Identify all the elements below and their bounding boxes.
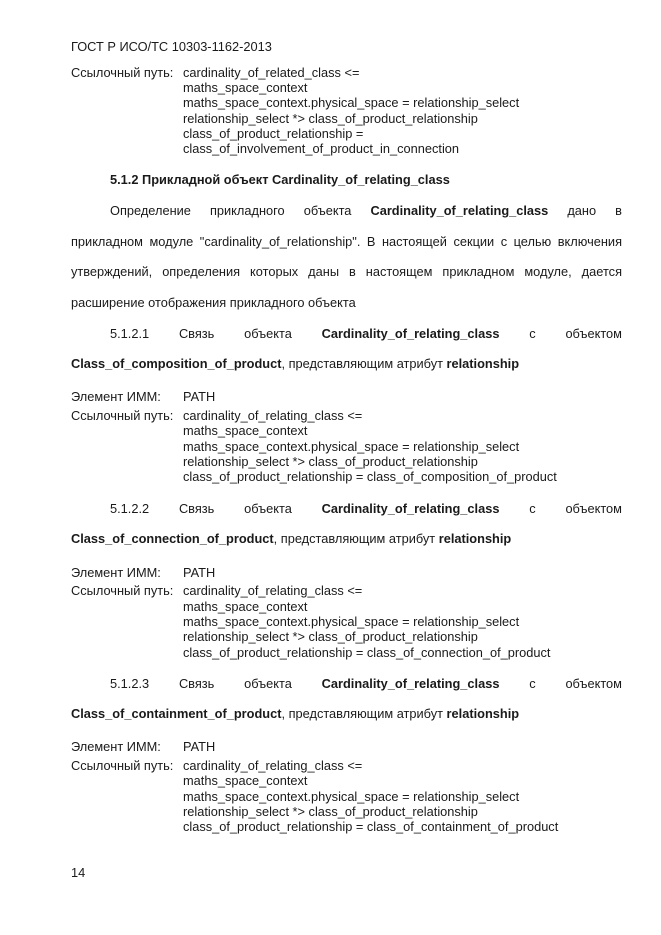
entity-name: Cardinality_of_relating_class: [321, 326, 500, 341]
section-heading: 5.1.2 Прикладной объект Cardinality_of_relating_class: [110, 172, 450, 187]
word: с: [529, 676, 536, 691]
subsection-heading: [110, 326, 622, 341]
imm-element-label: Элемент ИММ:: [71, 565, 161, 580]
path-line: relationship_select *> class_of_product_relationship: [183, 804, 478, 819]
word: Связь: [178, 501, 215, 516]
document-header: ГОСТ Р ИСО/ТС 10303-1162-2013: [71, 39, 272, 54]
ref-path-label: Ссылочный путь:: [71, 583, 174, 598]
subsection-heading: [110, 501, 622, 516]
path-line: maths_space_context.physical_space = relationship_select: [183, 95, 520, 110]
word: объектом: [565, 676, 622, 691]
word: с: [529, 326, 536, 341]
entity-name: Cardinality_of_relating_class: [370, 203, 549, 218]
target-entity: Class_of_connection_of_product: [71, 531, 274, 546]
word: объекта: [244, 326, 292, 341]
path-line: cardinality_of_relating_class <=: [183, 583, 363, 598]
imm-element-value: PATH: [183, 389, 216, 404]
imm-element-label: Элемент ИММ:: [71, 389, 161, 404]
path-line: class_of_product_relationship = class_of_connection_of_product: [183, 645, 551, 660]
word: , представляющим атрибут: [281, 706, 447, 721]
word: с: [529, 501, 536, 516]
subsection-heading-cont: [71, 531, 511, 546]
word: объекта: [244, 501, 292, 516]
path-line: maths_space_context.physical_space = relationship_select: [183, 439, 520, 454]
word: , представляющим атрибут: [273, 531, 439, 546]
imm-element-label: Элемент ИММ:: [71, 739, 161, 754]
path-line: cardinality_of_relating_class <=: [183, 758, 363, 773]
word: объекта: [244, 676, 292, 691]
path-line: maths_space_context: [183, 773, 308, 788]
target-entity: Class_of_composition_of_product: [71, 356, 282, 371]
word: Связь: [178, 676, 215, 691]
word: , представляющим атрибут: [281, 356, 447, 371]
word: Определение: [110, 203, 191, 218]
page-number: 14: [71, 865, 86, 880]
path-line: maths_space_context: [183, 423, 308, 438]
subsection-heading: [110, 676, 622, 691]
word: в: [615, 203, 622, 218]
path-line: relationship_select *> class_of_product_relationship: [183, 629, 478, 644]
attribute-name: relationship: [446, 356, 520, 371]
word: прикладного: [209, 203, 285, 218]
attribute-name: relationship: [438, 531, 512, 546]
paragraph-line: прикладном модуле "cardinality_of_relationship". В настоящей секции с целью включения: [71, 234, 622, 249]
ref-path-label: Ссылочный путь:: [71, 65, 174, 80]
path-line: class_of_product_relationship =: [183, 126, 364, 141]
attribute-name: relationship: [446, 706, 520, 721]
path-line: maths_space_context: [183, 80, 308, 95]
imm-element-value: PATH: [183, 565, 216, 580]
word: объектом: [565, 326, 622, 341]
target-entity: Class_of_containment_of_product: [71, 706, 282, 721]
path-line: class_of_product_relationship = class_of_composition_of_product: [183, 469, 557, 484]
ref-path-label: Ссылочный путь:: [71, 408, 174, 423]
paragraph-line: расширение отображения прикладного объекта: [71, 295, 356, 310]
subsection-heading-cont: [71, 706, 519, 721]
paragraph-line: [110, 203, 622, 218]
word: объекта: [303, 203, 352, 218]
path-line: class_of_involvement_of_product_in_connection: [183, 141, 460, 156]
ref-path-label: Ссылочный путь:: [71, 758, 174, 773]
word: объектом: [565, 501, 622, 516]
path-line: relationship_select *> class_of_product_relationship: [183, 111, 478, 126]
word: Связь: [178, 326, 215, 341]
paragraph-line: утверждений, определения которых даны в настоящем прикладном модуле, дается: [71, 264, 622, 279]
entity-name: Cardinality_of_relating_class: [321, 501, 500, 516]
path-line: maths_space_context: [183, 599, 308, 614]
subsection-number: 5.1.2.1: [110, 326, 150, 341]
path-line: relationship_select *> class_of_product_relationship: [183, 454, 478, 469]
subsection-number: 5.1.2.3: [110, 676, 150, 691]
path-line: cardinality_of_relating_class <=: [183, 408, 363, 423]
path-line: maths_space_context.physical_space = relationship_select: [183, 789, 520, 804]
path-line: cardinality_of_related_class <=: [183, 65, 360, 80]
word: дано: [567, 203, 597, 218]
path-line: maths_space_context.physical_space = relationship_select: [183, 614, 520, 629]
path-line: class_of_product_relationship = class_of_containment_of_product: [183, 819, 559, 834]
imm-element-value: PATH: [183, 739, 216, 754]
entity-name: Cardinality_of_relating_class: [321, 676, 500, 691]
subsection-heading-cont: [71, 356, 519, 371]
subsection-number: 5.1.2.2: [110, 501, 150, 516]
